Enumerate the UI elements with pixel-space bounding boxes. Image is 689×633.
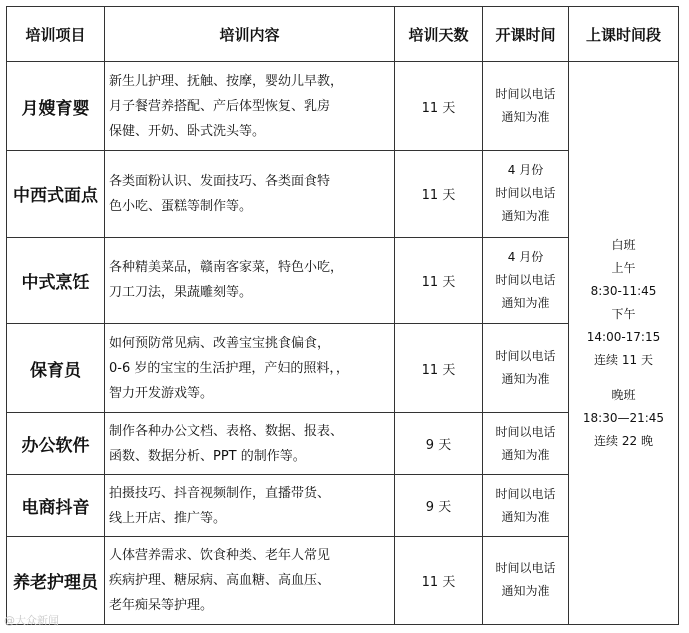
content-line: 刀工刀法，果蔬雕刻等。 (109, 285, 253, 301)
content-line: 各种精美菜品，赣南客家菜，特色小吃， (109, 260, 344, 276)
course-days: 9 天 (395, 475, 483, 536)
course-days: 11 天 (395, 323, 483, 412)
project-name: 中西式面点 (7, 151, 105, 237)
day-shift-total: 连续 11 天 (594, 352, 653, 367)
start-time (483, 413, 569, 475)
content-line: 智力开发游戏等。 (109, 385, 214, 401)
content-line: 制作各种办公文档、表格、数据、报表、 (109, 423, 344, 439)
am-time: 8:30-11:45 (590, 283, 657, 298)
start-line: 4 月份 (507, 249, 544, 264)
project-name: 保育员 (7, 323, 105, 412)
content-line: 0-6 岁的宝宝的生活护理，产妇的照料，， (109, 360, 349, 376)
content-line: 各类面粉认识、发面技巧、各类面食特 (109, 173, 331, 189)
header-time-slot: 上课时间段 (569, 7, 679, 62)
start-time (483, 323, 569, 412)
header-days: 培训天数 (395, 7, 483, 62)
start-line: 通知为准 (501, 295, 550, 310)
course-content (105, 475, 395, 536)
content-line: 月子餐营养搭配、产后体型恢复、乳房 (109, 98, 331, 114)
project-name: 中式烹饪 (7, 237, 105, 323)
course-days: 11 天 (395, 536, 483, 624)
start-line: 通知为准 (501, 110, 550, 125)
table-row (7, 62, 679, 151)
start-line: 时间以电话 (495, 486, 556, 501)
spacer (569, 372, 678, 384)
header-row (7, 7, 679, 62)
course-content (105, 413, 395, 475)
start-line: 通知为准 (501, 509, 550, 524)
content-line: 疾病护理、糖尿病、高血糖、高血压、 (109, 572, 331, 588)
start-time (483, 536, 569, 624)
project-name: 月嫂育婴 (7, 62, 105, 151)
start-line: 时间以电话 (495, 424, 556, 439)
start-time (483, 237, 569, 323)
watermark: @大众新闻 (4, 614, 59, 627)
course-content (105, 151, 395, 237)
pm-label: 下午 (611, 306, 636, 321)
content-line: 新生儿护理、抚触、按摩，婴幼儿早教， (109, 73, 344, 89)
start-line: 通知为准 (501, 447, 550, 462)
content-line: 函数、数据分析、PPT 的制作等。 (109, 448, 306, 464)
training-table (6, 6, 679, 625)
course-days: 11 天 (395, 237, 483, 323)
course-content (105, 536, 395, 624)
course-days: 11 天 (395, 151, 483, 237)
start-time (483, 151, 569, 237)
content-line: 色小吃、蛋糕等制作等。 (109, 198, 253, 214)
course-days: 11 天 (395, 62, 483, 151)
start-line: 4 月份 (507, 163, 544, 178)
project-name: 办公软件 (7, 413, 105, 475)
start-line: 通知为准 (501, 584, 550, 599)
start-line: 时间以电话 (495, 87, 556, 102)
start-line: 通知为准 (501, 209, 550, 224)
start-time (483, 475, 569, 536)
course-days: 9 天 (395, 413, 483, 475)
pm-time: 14:00-17:15 (586, 329, 661, 344)
night-time: 18:30—21:45 (582, 410, 665, 425)
course-content (105, 323, 395, 412)
day-shift-label: 白班 (611, 237, 636, 252)
content-line: 线上开店、推广等。 (109, 510, 227, 526)
content-line: 人体营养需求、饮食种类、老年人常见 (109, 547, 331, 563)
content-line: 保健、开奶、卧式洗头等。 (109, 123, 266, 139)
course-content (105, 237, 395, 323)
night-shift-label: 晚班 (611, 387, 636, 402)
night-shift-total: 连续 22 晚 (594, 433, 653, 448)
course-content (105, 62, 395, 151)
content-line: 老年痴呆等护理。 (109, 597, 214, 613)
header-project: 培训项目 (7, 7, 105, 62)
header-start-time: 开课时间 (483, 7, 569, 62)
content-line: 拍摄技巧、抖音视频制作，直播带货、 (109, 485, 331, 501)
start-line: 时间以电话 (495, 272, 556, 287)
start-line: 时间以电话 (495, 349, 556, 364)
start-line: 时间以电话 (495, 561, 556, 576)
content-line: 如何预防常见病、改善宝宝挑食偏食， (109, 335, 331, 351)
start-line: 时间以电话 (495, 186, 556, 201)
project-name: 电商抖音 (7, 475, 105, 536)
project-name: 养老护理员 (7, 536, 105, 624)
start-time (483, 62, 569, 151)
header-content: 培训内容 (105, 7, 395, 62)
class-time-slot (569, 62, 679, 625)
am-label: 上午 (611, 260, 636, 275)
start-line: 通知为准 (501, 372, 550, 387)
